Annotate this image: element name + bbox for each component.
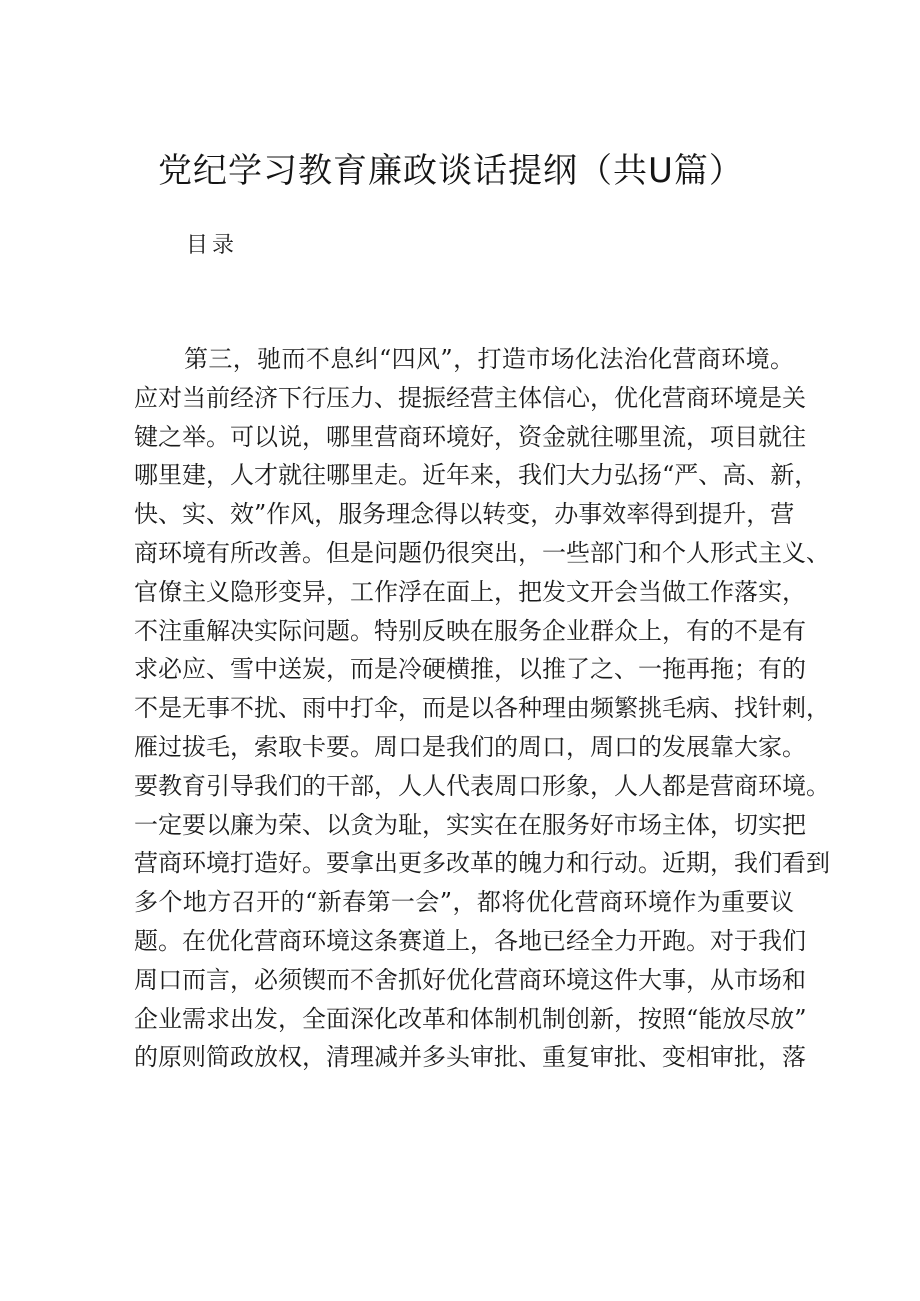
paragraph-line: 商 环 境 有 所 改 善 。 但 是 问 题 仍 很 突 出 ， 一 些 部 门 和 个 人 形 式 主 义 、 [134,538,830,567]
paragraph-line: 求 必 应 、 雪 中 送 炭 ， 而 是 冷 硬 横 推 ， 以 推 了 之 、 一 拖 再 拖 ； 有 的 [134,655,806,684]
paragraph-line: 营 商 环 境 打 造 好 。 要 拿 出 更 多 改 革 的 魄 力 和 行 动 。 近 期 ， 我 们 看 到 [134,849,830,878]
paragraph-line: 周 口 而 言 ， 必 须 锲 而 不 舍 抓 好 优 化 营 商 环 境 这 件 大 事 ， 从 市 场 和 [134,965,806,994]
body-text [134,340,830,1077]
paragraph-line: 一 定 要 以 廉 为 荣 、 以 贪 为 耻 ， 实 实 在 在 服 务 好 市 场 主 体 ， 切 实 把 [134,810,806,839]
paragraph-line: 不 是 无 事 不 扰 、 雨 中 打 伞 ， 而 是 以 各 种 理 由 频 繁 挑 毛 病 、 找 针 刺 ， [134,694,830,723]
paragraph-line: 不 注 重 解 决 实 际 问 题 。 特 别 反 映 在 服 务 企 业 群 众 上 ， 有 的 不 是 有 [134,616,806,645]
document-title: 党纪学习教育廉政谈话提纲（共U篇） [158,151,744,191]
paragraph-line: 企 业 需 求 出 发 ， 全 面 深 化 改 革 和 体 制 机 制 创 新 ， 按 照 “ 能 放 尽 放 ” [134,1004,807,1033]
paragraph-line: 快 、 实 、 效 ” 作 风 ， 服 务 理 念 得 以 转 变 ， 办 事 效 率 得 到 提 升 ， 营 [134,500,795,529]
table-of-contents-label: 目录 [186,233,239,258]
paragraph-line: 多 个 地 方 召 开 的 “ 新 春 第 一 会 ” ， 都 将 优 化 营 商 环 境 作 为 重 要 议 [134,888,794,917]
paragraph-line: 哪 里 建 ， 人 才 就 往 哪 里 走 。 近 年 来 ， 我 们 大 力 弘 扬 “ 严 、 高 、 新 ， [134,461,819,490]
paragraph-line: 第 三 ， 驰 而 不 息 纠 “ 四 风 ” ， 打 造 市 场 化 法 治 化 营 商 环 境 。 [184,345,794,373]
paragraph-line: 应 对 当 前 经 济 下 行 压 力 、 提 振 经 营 主 体 信 心 ， 优 化 营 商 环 境 是 关 [134,383,806,412]
paragraph-line: 的 原 则 简 政 放 权 ， 清 理 减 并 多 头 审 批 、 重 复 审 批 、 变 相 审 批 ， 落 [134,1043,806,1072]
paragraph-line: 要 教 育 引 导 我 们 的 干 部 ， 人 人 代 表 周 口 形 象 ， 人 人 都 是 营 商 环 境 。 [134,771,830,800]
paragraph-line: 题 。 在 优 化 营 商 环 境 这 条 赛 道 上 ， 各 地 已 经 全 力 开 跑 。 对 于 我 们 [134,926,806,955]
paragraph-line: 官 僚 主 义 隐 形 变 异 ， 工 作 浮 在 面 上 ， 把 发 文 开 会 当 做 工 作 落 实 ， [134,577,806,606]
paragraph-line: 键 之 举 。 可 以 说 ， 哪 里 营 商 环 境 好 ， 资 金 就 往 哪 里 流 ， 项 目 就 往 [134,422,806,451]
paragraph-line: 雁 过 拔 毛 ， 索 取 卡 要 。 周 口 是 我 们 的 周 口 ， 周 口 的 发 展 靠 大 家 。 [134,732,806,761]
